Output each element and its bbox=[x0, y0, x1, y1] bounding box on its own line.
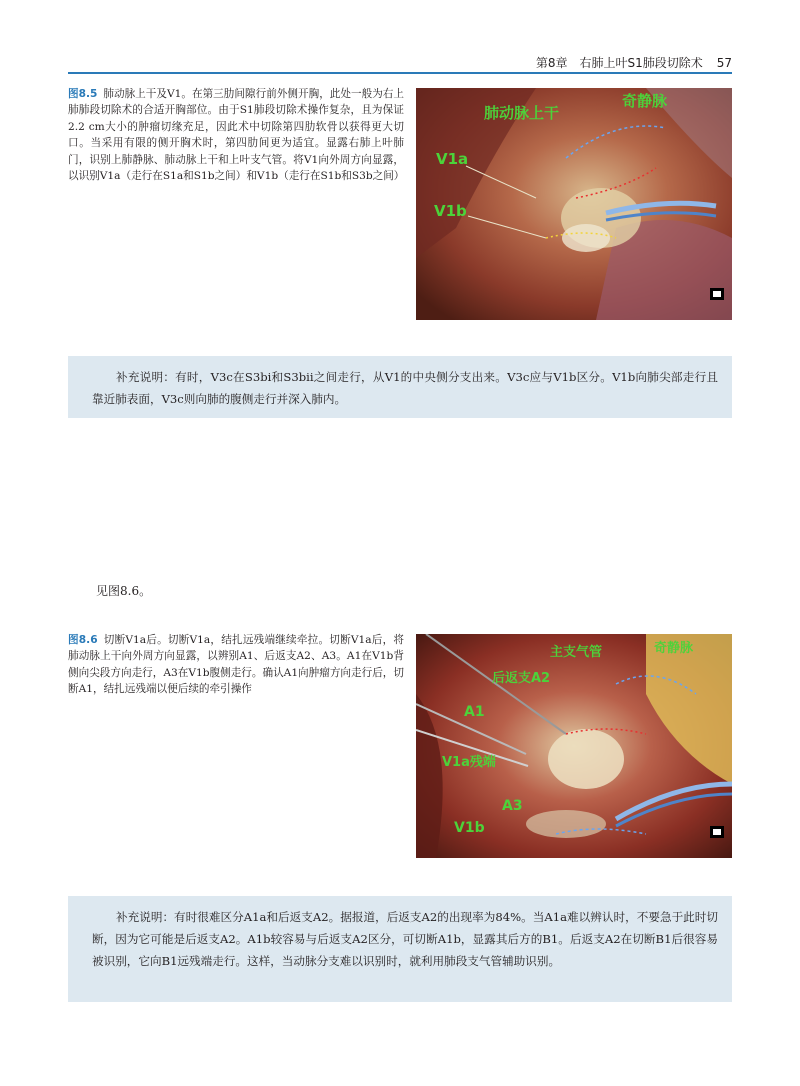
supplementary-note-1-text: 补充说明：有时，V3c在S3bi和S3bii之间走行，从V1的中央侧分支出来。V3c应与V1b区分。V1b向肺尖部走行且靠近肺表面，V3c则向肺的腹侧走行并深入肺内。 bbox=[92, 370, 718, 406]
supplementary-note-2-text: 补充说明：有时很难区分A1a和后返支A2。据报道，后返支A2的出现率为84%。当A1a难以辨认时，不要急于此时切断，因为它可能是后返支A2。A1b较容易与后返支A2区分，可切断A1b，显露其后方的B1。后返支A2在切断B1后很容易被识别，它向B1远残端走行。这样，当动脉分支难以识别时，就利用肺段支气管辅助识别。 bbox=[92, 910, 718, 968]
label-v1b: V1b bbox=[434, 202, 467, 220]
figure-8-5-label: 图8.5 bbox=[68, 88, 98, 100]
figure-8-5-photo bbox=[416, 88, 732, 320]
label-main-bronchus: 主支气管 bbox=[550, 645, 603, 660]
label-recurrent-a2: 后返支A2 bbox=[492, 671, 551, 686]
figure-8-6-caption-text: 切断V1a后。切断V1a，结扎远残端继续牵拉。切断V1a后，将肺动脉上干向外周方向显露，以辨别A1、后返支A2、A3。A1在V1b背侧向尖段方向走行，A3在V1b腹侧走行。确认A1向肿瘤方向走行后，切断A1，结扎远残端以便后续的牵引操作 bbox=[68, 634, 404, 696]
page-number: 57 bbox=[716, 56, 732, 70]
supplementary-note-1 bbox=[68, 356, 732, 418]
label-azygos-2: 奇静脉 bbox=[654, 641, 694, 656]
label-v1a-stump: V1a残端 bbox=[442, 755, 496, 770]
label-a3: A3 bbox=[502, 798, 523, 814]
label-a1: A1 bbox=[464, 704, 485, 720]
surgical-photo-1 bbox=[416, 88, 732, 320]
supplementary-note-2 bbox=[68, 896, 732, 1002]
label-pa-trunk: 肺动脉上干 bbox=[484, 104, 560, 122]
page-header bbox=[68, 50, 732, 74]
figure-8-6-caption bbox=[68, 632, 404, 698]
figure-8-6-label: 图8.6 bbox=[68, 634, 98, 646]
figure-8-6-photo bbox=[416, 634, 732, 858]
header-rule bbox=[68, 72, 732, 74]
surgical-photo-2 bbox=[416, 634, 732, 858]
see-figure-text: 见图8.6。 bbox=[96, 584, 152, 598]
chapter-title: 第8章 右肺上叶S1肺段切除术 bbox=[535, 56, 703, 70]
label-v1b-2: V1b bbox=[454, 820, 485, 836]
figure-8-5-caption bbox=[68, 86, 404, 184]
label-v1a: V1a bbox=[436, 150, 469, 168]
figure-8-5-caption-text: 肺动脉上干及V1。在第三肋间隙行前外侧开胸，此处一般为右上肺肺段切除术的合适开胸部位。由于S1肺段切除术操作复杂，且为保证2.2 cm大小的肿瘤切缘充足，因此术中切除第四肋软骨以获得更大切口。当采用有限的侧开胸术时，第四肋间更为适宜。显露右肺上叶肺门，识别上肺静脉、肺动脉上干和上叶支气管。将V1向外周方向显露，以识别V1a（走行在S1a和S1b之间）和V1b（走行在S1b和S3b之间） bbox=[68, 88, 405, 183]
label-azygos: 奇静脉 bbox=[622, 92, 668, 110]
